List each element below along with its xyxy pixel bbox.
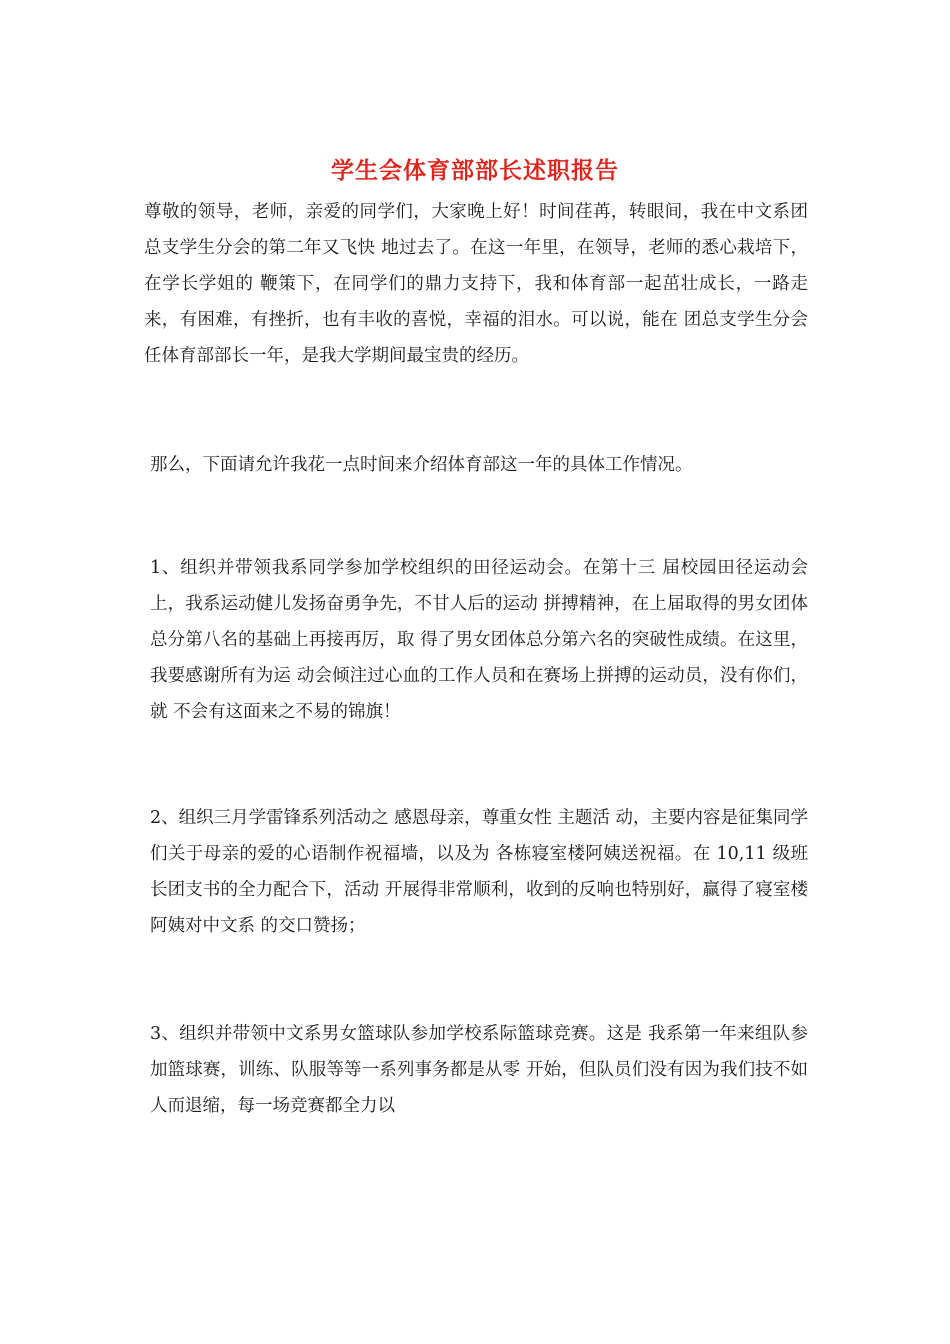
paragraph-item-1: 1、组织并带领我系同学参加学校组织的田径运动会。在第十三 届校园田径运动会上，我系运动健儿发扬奋勇争先，不甘人后的运动 拼搏精神，在上届取得的男女团体总分第八名的基础上再接再厉，取 得了男女团体总分第六名的突破性成绩。在这里，我要感谢所有为运 动会倾注过心血的工作人员和在赛场上拼搏的运动员，没有你们，就 不会有这面来之不易的锦旗！ <box>150 558 808 722</box>
paragraph-greeting: 尊敬的领导，老师，亲爱的同学们，大家晚上好！时间荏苒，转眼间，我在中文系团总支学生分会的第二年又飞快 地过去了。在这一年里，在领导，老师的悉心栽培下，在学长学姐的 鞭策下，在同学们的鼎力支持下，我和体育部一起茁壮成长，一路走 来，有困难，有挫折，也有丰收的喜悦，幸福的泪水。可以说，能在 团总支学生分会任体育部部长一年，是我大学期间最宝贵的经历。 <box>144 202 808 366</box>
paragraph-item-2: 2、组织三月学雷锋系列活动之 感恩母亲，尊重女性 主题活 动，主要内容是征集同学们关于母亲的爱的心语制作祝福墙，以及为 各栋寝室楼阿姨送祝福。在 10,11 级班长团支书的全力配合下，活动 开展得非常顺利，收到的反响也特别好，赢得了寝室楼阿姨对中文系 的交口赞扬； <box>150 808 808 936</box>
paragraph-item-3: 3、组织并带领中文系男女篮球队参加学校系际篮球竞赛。这是 我系第一年来组队参加篮球赛，训练、队服等等一系列事务都是从零 开始，但队员们没有因为我们技不如人而退缩，每一场竞赛都全力以 <box>150 1024 808 1116</box>
document-title: 学生会体育部部长述职报告 <box>331 157 619 184</box>
paragraph-intro: 那么，下面请允许我花一点时间来介绍体育部这一年的具体工作情况。 <box>150 455 693 475</box>
